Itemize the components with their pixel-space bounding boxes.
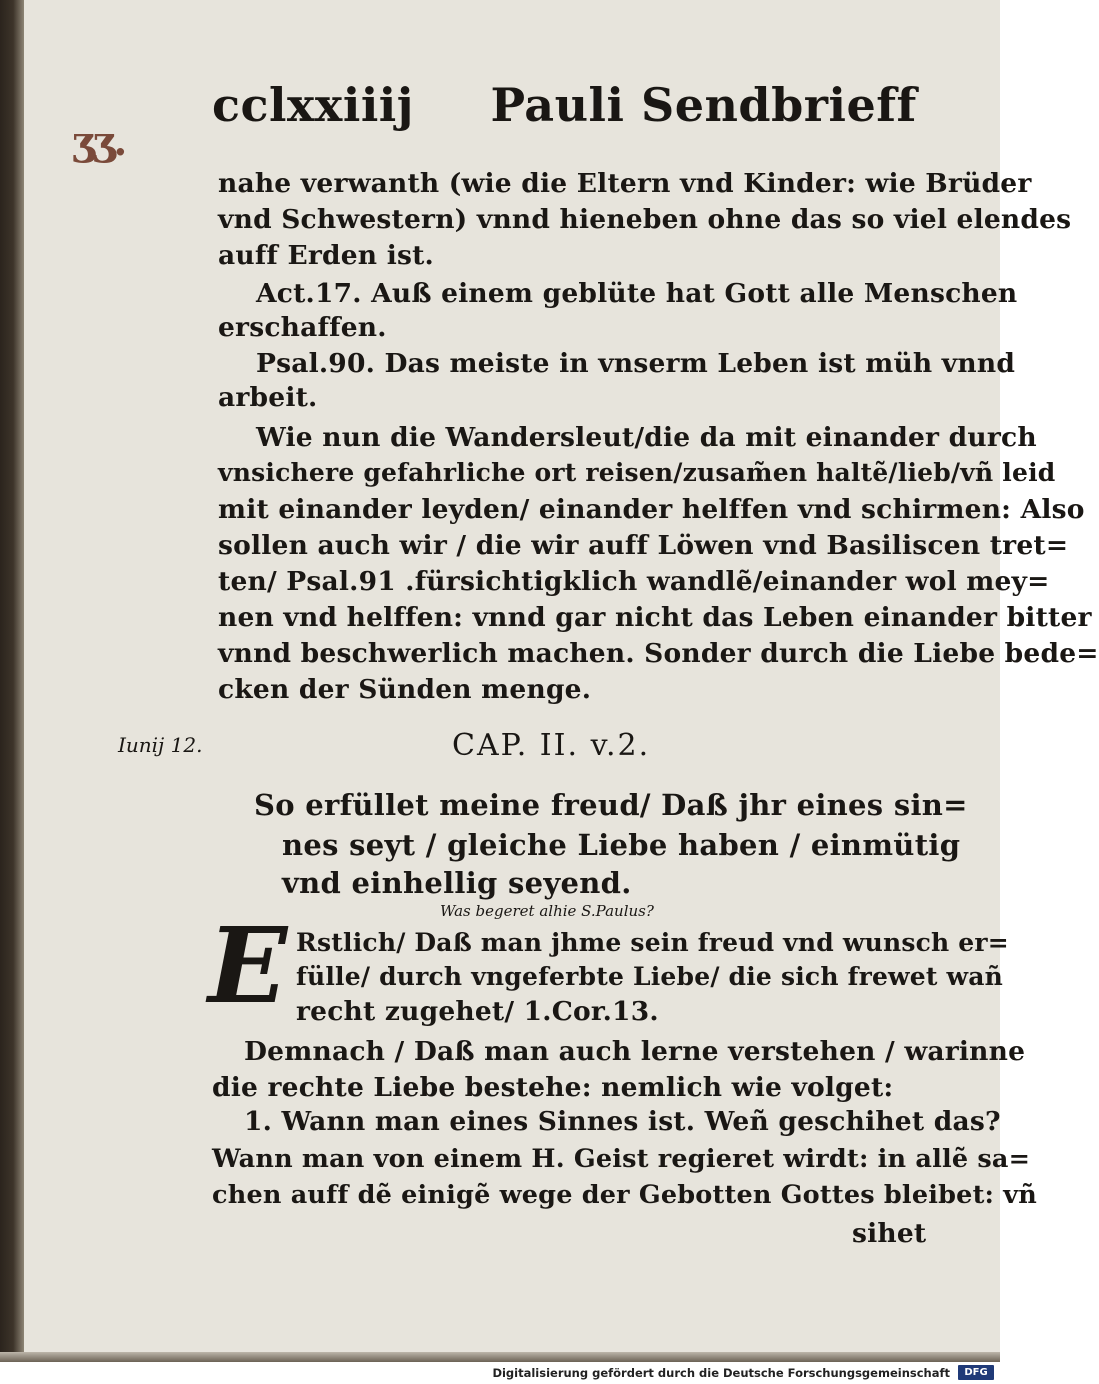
verse-line: So erfüllet meine freud/ Daß jhr eines sin= bbox=[254, 788, 968, 822]
text-line: cken der Sünden menge. bbox=[218, 674, 592, 705]
text-line: vnsichere gefahrliche ort reisen/zusam̃en haltẽ/lieb/vñ leid bbox=[218, 458, 1056, 487]
margin-note: Iunij 12. bbox=[118, 733, 203, 757]
dfg-logo: DFG bbox=[958, 1365, 994, 1380]
text-line: sollen auch wir / die wir auff Löwen vnd Basiliscen tret= bbox=[218, 530, 1069, 561]
text-line: Demnach / Daß man auch lerne verstehen / warinne bbox=[244, 1036, 1026, 1067]
text-line: die rechte Liebe bestehe: nemlich wie volget: bbox=[212, 1072, 894, 1103]
text-line: arbeit. bbox=[218, 382, 318, 413]
text-line: nahe verwanth (wie die Eltern vnd Kinder: wie Brüder bbox=[218, 168, 1032, 199]
chapter-heading: CAP. II. v.2. bbox=[452, 728, 651, 763]
text-line: Rstlich/ Daß man jhme sein freud vnd wunsch er= bbox=[296, 928, 1009, 957]
text-line: ten/ Psal.91 .fürsichtigklich wandlẽ/einander wol mey= bbox=[218, 566, 1050, 597]
book-edge-left bbox=[0, 0, 24, 1362]
footer-credit: Digitalisierung gefördert durch die Deutsche Forschungsgemeinschaft bbox=[492, 1366, 950, 1380]
catchword: sihet bbox=[852, 1218, 927, 1249]
text-line: vnd Schwestern) vnnd hieneben ohne das so viel elendes bbox=[218, 204, 1072, 235]
folio-number: cclxxiiij bbox=[212, 78, 414, 132]
text-line: Psal.90. Das meiste in vnserm Leben ist müh vnnd bbox=[256, 348, 1016, 379]
book-edge-bottom bbox=[0, 1352, 1000, 1362]
text-line: chen auff dẽ einigẽ wege der Gebotten Gottes bleibet: vñ bbox=[212, 1180, 1038, 1210]
text-line: recht zugehet/ 1.Cor.13. bbox=[296, 996, 659, 1027]
text-line: Wann man von einem H. Geist regieret wirdt: in allẽ sa= bbox=[212, 1144, 1031, 1174]
text-line: Wie nun die Wandersleut/die da mit einander durch bbox=[256, 422, 1037, 453]
running-head bbox=[212, 78, 917, 132]
verse-line: nes seyt / gleiche Liebe haben / einmütig bbox=[282, 828, 961, 862]
text-line: erschaffen. bbox=[218, 312, 387, 343]
text-line: auff Erden ist. bbox=[218, 240, 434, 271]
text-line: nen vnd helffen: vnnd gar nicht das Leben einander bitter bbox=[218, 602, 1092, 633]
decorated-initial: E bbox=[208, 904, 288, 1027]
running-title: Pauli Sendbrieff bbox=[490, 78, 917, 132]
text-line: Act.17. Auß einem geblüte hat Gott alle Menschen bbox=[256, 278, 1018, 309]
text-line: fülle/ durch vngeferbte Liebe/ die sich frewet wañ bbox=[296, 962, 1004, 991]
marginal-question: Was begeret alhie S.Paulus? bbox=[440, 902, 654, 920]
margin-mark: ʒʒ. bbox=[72, 118, 126, 165]
verse-line: vnd einhellig seyend. bbox=[282, 866, 632, 900]
text-line: mit einander leyden/ einander helffen vnd schirmen: Also bbox=[218, 494, 1085, 525]
text-line: 1. Wann man eines Sinnes ist. Weñ geschihet das? bbox=[244, 1106, 1001, 1137]
text-line: vnnd beschwerlich machen. Sonder durch die Liebe bede= bbox=[218, 638, 1099, 669]
